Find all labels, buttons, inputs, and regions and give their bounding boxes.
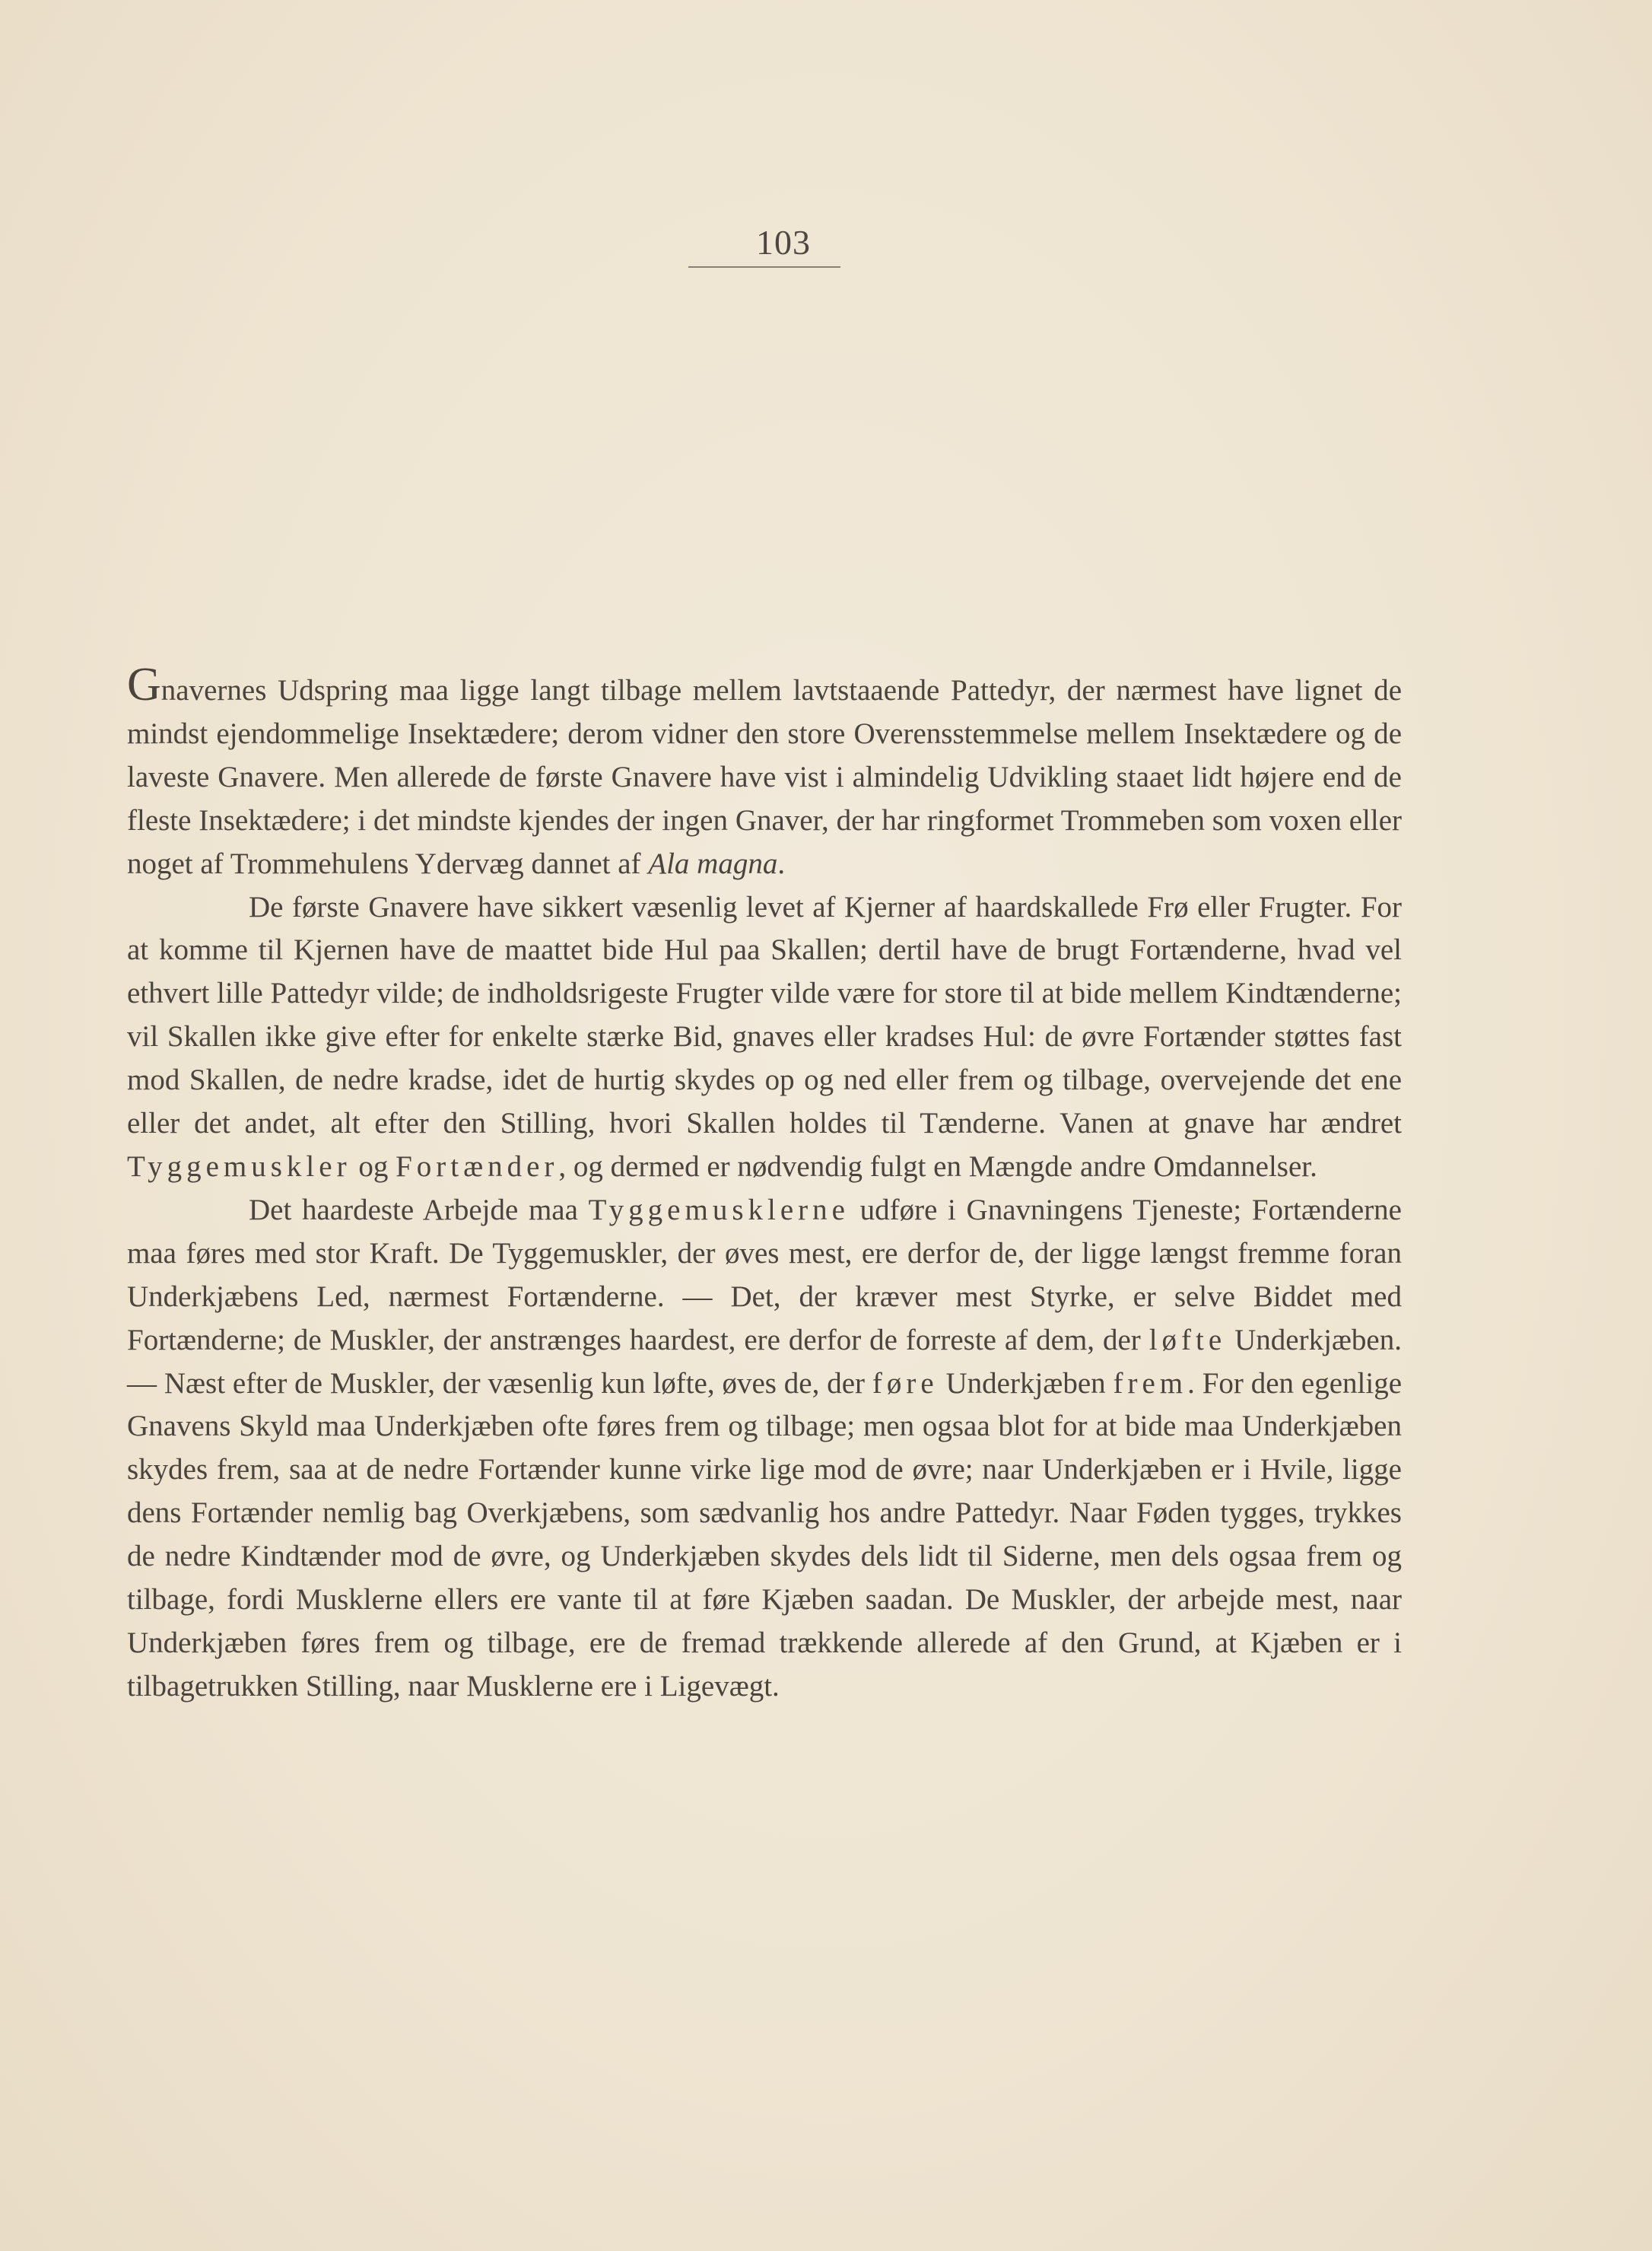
spaced-term: Tyggemusklerne (588, 1193, 850, 1226)
paragraph-2-text-2: og (351, 1149, 396, 1183)
page-number: 103 (756, 223, 811, 262)
paragraph-3-text-1: Det haardeste Arbejde maa (249, 1193, 589, 1226)
spaced-term: føre (872, 1366, 939, 1400)
paragraph-2 (127, 886, 1402, 1189)
paragraph-3-text-5: . For den egenlige Gnavens Skyld maa Underkjæben ofte føres frem og tilbage; men ogsaa blot for at bide maa Underkjæben skydes frem, saa at de nedre Fortænder kunne virke lige mod de øvre; naar Underkjæben er i Hvile, ligge dens Fortænder nemlig bag Overkjæbens, som sædvanlig hos andre Pattedyr. Naar Føden tygges, trykkes de nedre Kindtænder mod de øvre, og Underkjæben skydes dels lidt til Siderne, men dels ogsaa frem og tilbage, fordi Musklerne ellers ere vante til at føre Kjæben saadan. De Muskler, der arbejde mest, naar Underkjæben føres frem og tilbage, ere de fremad trækkende allerede af den Grund, at Kjæben er i tilbagetrukken Stilling, naar Musklerne ere i Ligevægt. (127, 1366, 1403, 1703)
paragraph-3 (127, 1189, 1402, 1709)
paragraph-2-text-1: De første Gnavere have sikkert væsenlig levet af Kjerner af haardskallede Frø eller Frugter. For at komme til Kjernen have de maattet bide Hul paa Skallen; dertil have de brugt Fortænderne, hvad vel ethvert lille Pattedyr vilde; de indholdsrigeste Frugter vilde være for store til at bide mellem Kindtænderne; vil Skallen ikke give efter for enkelte stærke Bid, gnaves eller kradses Hul: de øvre Fortænder støttes fast mod Skallen, de nedre kradse, idet de hurtig skydes op og ned eller frem og tilbage, overvejende det ene eller det andet, alt efter den Stilling, hvori Skallen holdes til Tænderne. Vanen at gnave har ændret (127, 890, 1402, 1140)
paragraph-1-end: . (777, 847, 786, 880)
paragraph-3-text-4: Underkjæben (938, 1366, 1114, 1400)
paragraph-1 (127, 659, 1402, 886)
spaced-term: Fortænder (396, 1149, 559, 1183)
paragraph-1-text: navernes Udspring maa ligge langt tilbage mellem lavtstaaende Pattedyr, der nærmest have lignet de mindst ejendommelige Insektædere; derom vidner den store Overensstemmelse mellem Insektædere og de laveste Gnavere. Men allerede de første Gnavere have vist i almindelig Udvikling staaet lidt højere end de fleste Insektædere; i det mindste kjendes der ingen Gnaver, der har ringformet Trommeben som voxen eller noget af Trommehulens Ydervæg dannet af (127, 674, 1402, 880)
body-text (127, 659, 1403, 1709)
spaced-term: frem (1113, 1366, 1188, 1400)
paragraph-3-text-3: Underkjæben. — Næst efter de Muskler, der væsenlig kun løfte, øves de, der (127, 1323, 1402, 1400)
paragraph-2-text-3: , og dermed er nødvendig fulgt en Mængde andre Omdannelser. (558, 1149, 1317, 1183)
italic-term: Ala magna (648, 847, 778, 880)
paragraph-3-text-2: udføre i Gnavningens Tjeneste; Fortænderne maa føres med stor Kraft. De Tyggemuskler, der øves mest, ere derfor de, der ligge længst fremme foran Underkjæbens Led, nærmest Fortænderne. — Det, der kræver mest Styrke, er selve Biddet med Fortænderne; de Muskler, der anstrænges haardest, ere derfor de forreste af dem, der (127, 1193, 1402, 1356)
spaced-term: løfte (1148, 1323, 1227, 1356)
page-number-rule (688, 266, 840, 268)
drop-initial: G (127, 659, 161, 711)
spaced-term: Tyggemuskler (127, 1149, 351, 1183)
